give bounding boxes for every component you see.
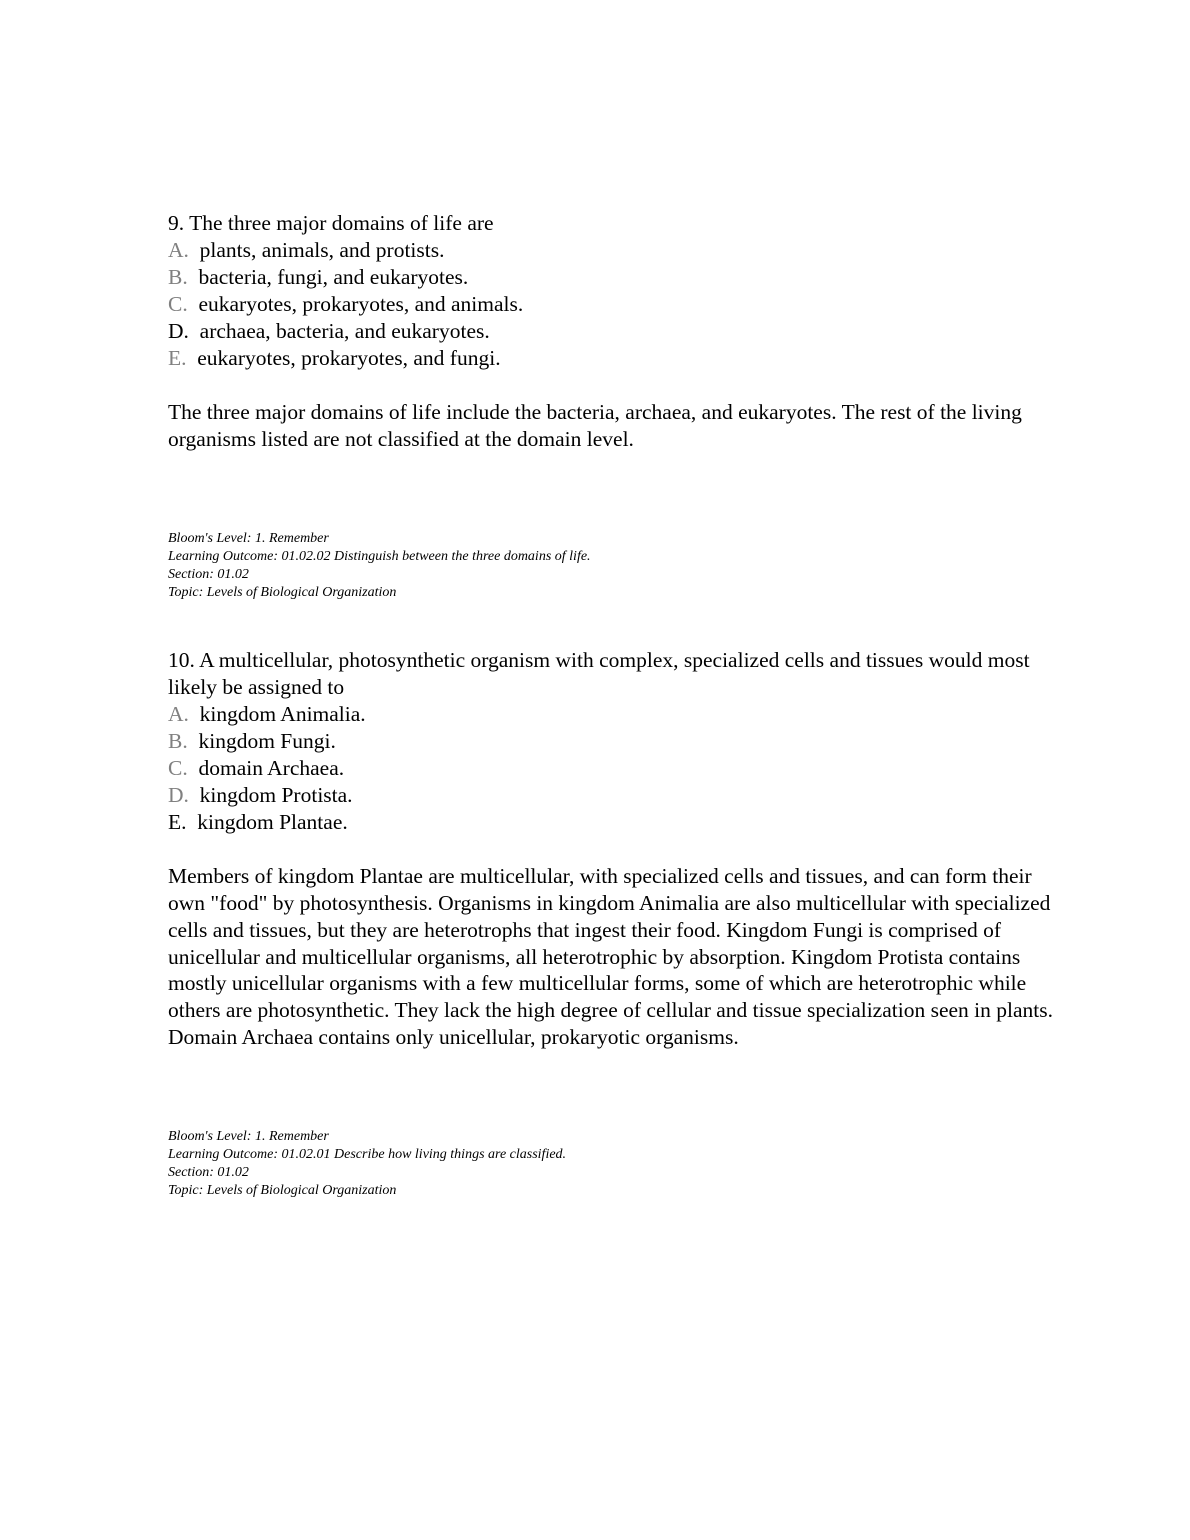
option-text: plants, animals, and protists. [199, 238, 445, 262]
answer-option-c [168, 755, 1058, 782]
question-10 [168, 647, 1058, 836]
answer-option-a [168, 701, 1058, 728]
option-letter: D. [168, 783, 189, 808]
option-text: kingdom Plantae. [197, 810, 348, 835]
answer-explanation: Members of kingdom Plantae are multicellular, with specialized cells and tissues, and can form their own "food" by photosynthesis. Organisms in kingdom Animalia are also multicellular with specialized cells and tissues, but they are heterotrophs that ingest their food. Kingdom Fungi is comprised of unicellular and multicellular organisms, all heterotrophic by absorption. Kingdom Protista contains mostly unicellular organisms with a few multicellular forms, some of which are heterotrophic while others are photosynthetic. They lack the high degree of cellular and tissue specialization seen in plants. Domain Archaea contains only unicellular, prokaryotic organisms. [168, 864, 1053, 1049]
answer-option-e-correct [168, 809, 1058, 836]
question-metadata [168, 1128, 1058, 1200]
option-letter: B. [168, 265, 188, 289]
option-letter: C. [168, 292, 188, 316]
option-text: domain Archaea. [198, 756, 345, 781]
answer-option-d [168, 782, 1058, 809]
option-text: archaea, bacteria, and eukaryotes. [199, 319, 490, 343]
learning-outcome: Learning Outcome: 01.02.01 Describe how living things are classified. [168, 1147, 567, 1163]
answer-option-c [168, 291, 1058, 318]
option-text: eukaryotes, prokaryotes, and animals. [198, 292, 524, 316]
learning-outcome: Learning Outcome: 01.02.02 Distinguish between the three domains of life. [168, 549, 591, 565]
option-letter: B. [168, 729, 188, 754]
answer-explanation: The three major domains of life include the bacteria, archaea, and eukaryotes. The rest of the living organisms listed are not classified at the domain level. [168, 400, 1022, 451]
option-letter: E. [168, 810, 187, 835]
answer-option-d-correct [168, 318, 1058, 345]
blooms-level: Bloom's Level: 1. Remember [168, 531, 329, 547]
option-letter: D. [168, 319, 189, 343]
answer-option-e [168, 345, 1058, 372]
answer-option-b [168, 728, 1058, 755]
option-text: kingdom Protista. [199, 783, 353, 808]
answer-options [168, 701, 1058, 836]
option-text: kingdom Animalia. [199, 702, 366, 727]
answer-option-a [168, 237, 1058, 264]
answer-options [168, 237, 1058, 372]
question-stem: 10. A multicellular, photosynthetic organism with complex, specialized cells and tissues would most likely be assigned to [168, 648, 1030, 700]
option-letter: C. [168, 756, 188, 781]
question-stem: 9. The three major domains of life are [168, 211, 494, 235]
question-9 [168, 210, 1058, 372]
option-letter: E. [168, 346, 187, 370]
option-text: bacteria, fungi, and eukaryotes. [198, 265, 469, 289]
section-label: Section: 01.02 [168, 1165, 249, 1181]
topic-label: Topic: Levels of Biological Organization [168, 1183, 397, 1199]
section-label: Section: 01.02 [168, 567, 249, 583]
topic-label: Topic: Levels of Biological Organization [168, 585, 397, 601]
option-text: eukaryotes, prokaryotes, and fungi. [197, 346, 501, 370]
blooms-level: Bloom's Level: 1. Remember [168, 1129, 329, 1145]
option-letter: A. [168, 238, 189, 262]
option-text: kingdom Fungi. [198, 729, 336, 754]
document-page [168, 210, 1058, 1200]
question-metadata [168, 530, 1058, 602]
answer-option-b [168, 264, 1058, 291]
option-letter: A. [168, 702, 189, 727]
